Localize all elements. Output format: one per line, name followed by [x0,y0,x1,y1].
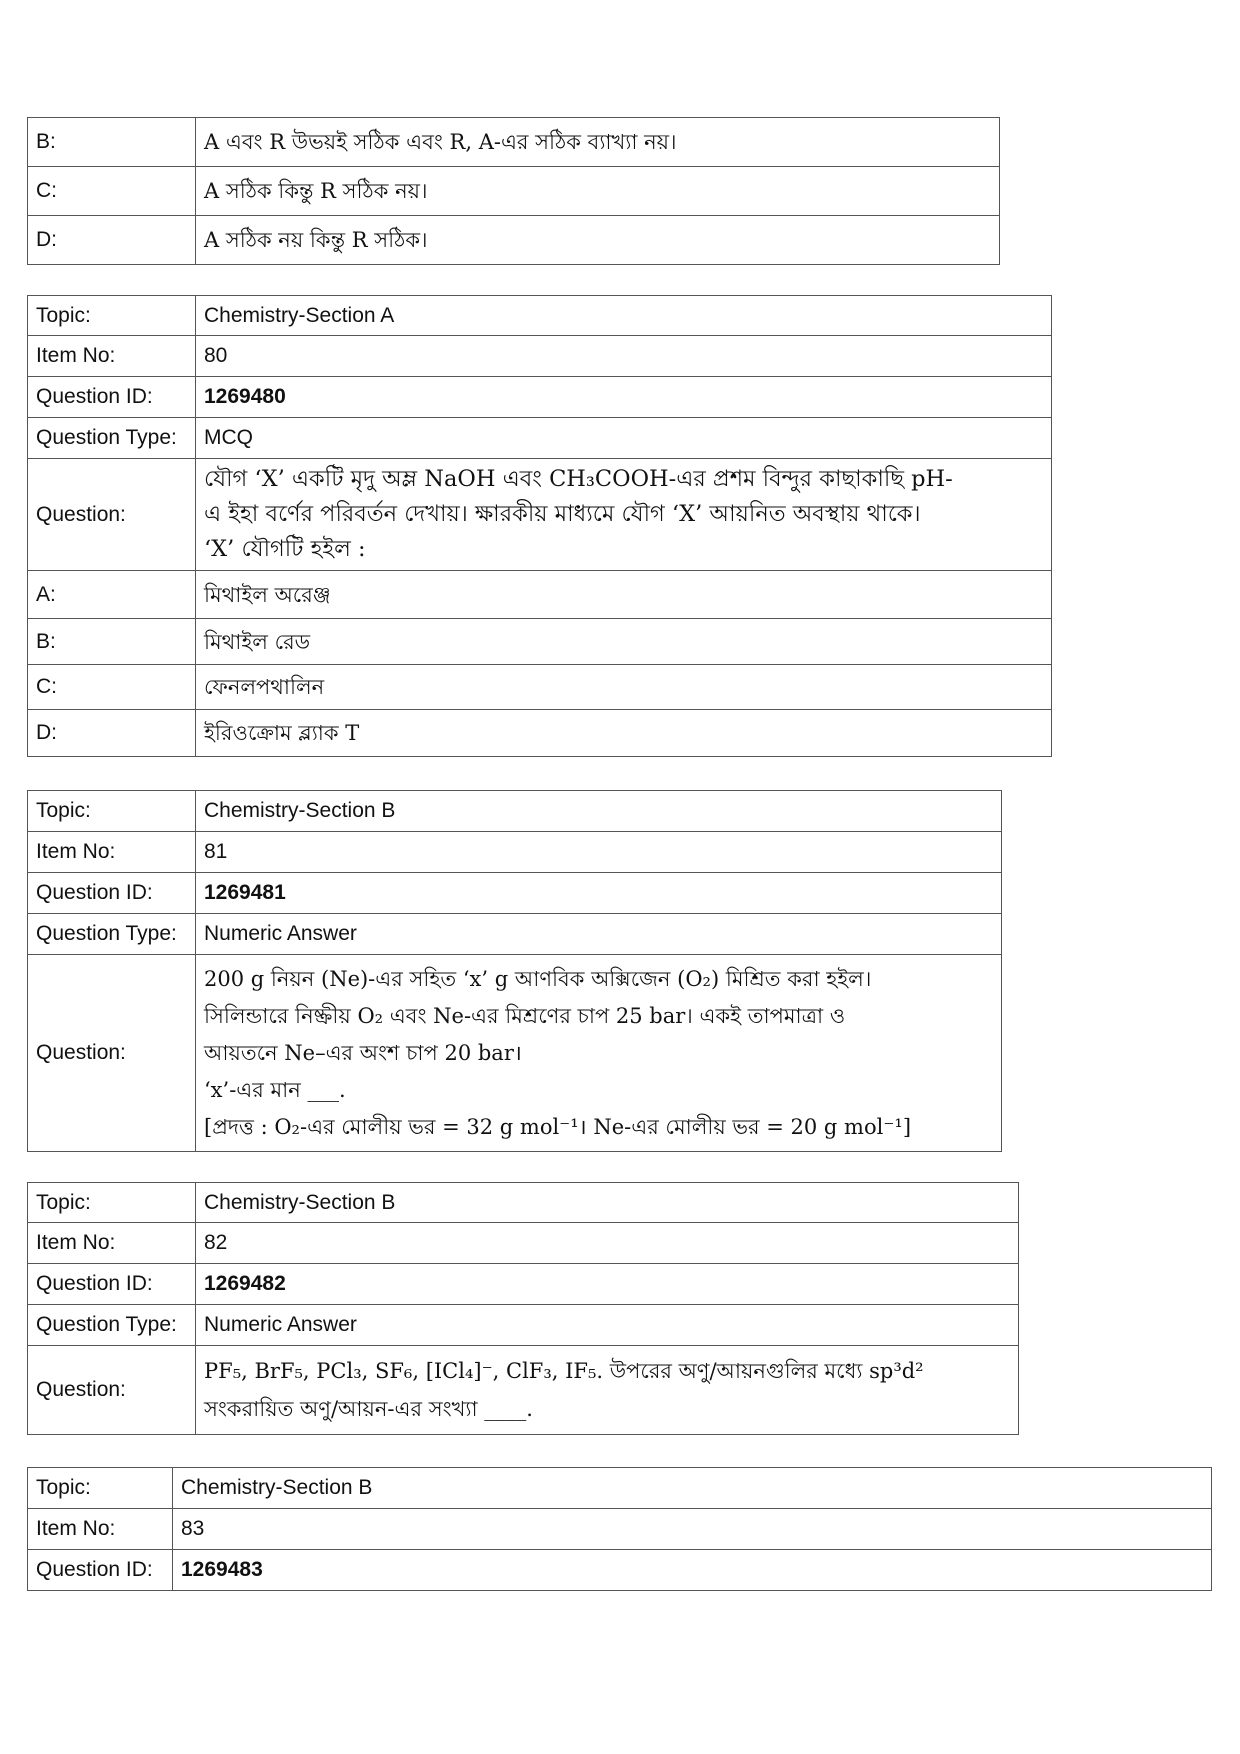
question-id-label: Question ID: [28,873,196,914]
question-type-label: Question Type: [28,1305,196,1346]
option-text-c: A সঠিক কিন্তু R সঠিক নয়। [196,167,1000,216]
question-id-label: Question ID: [28,1264,196,1305]
topic-value: Chemistry-Section B [196,1183,1019,1223]
question-text [196,459,1052,571]
question-table-82 [27,1182,1019,1435]
question-type-label: Question Type: [28,914,196,955]
option-label-c: C: [28,665,196,710]
option-text-d: A সঠিক নয় কিন্তু R সঠিক। [196,216,1000,265]
question-line: [প্রদত্ত : O₂-এর মোলীয় ভর = 32 g mol⁻¹। Ne-এর মোলীয় ভর = 20 g mol⁻¹] [204,1114,912,1139]
topic-value: Chemistry-Section A [196,296,1052,336]
options-table-continued [27,117,1000,265]
question-text [196,1346,1019,1435]
item-no-label: Item No: [28,1509,173,1550]
question-line: আয়তনে Ne–এর অংশ চাপ 20 bar। [204,1040,522,1065]
question-line: ‘x’-এর মান ___. [204,1077,346,1102]
question-line: যৌগ ‘X’ একটি মৃদু অম্ল NaOH এবং CH₃COOH-এর প্রশম বিন্দুর কাছাকাছি pH- [204,466,953,492]
question-type-value: Numeric Answer [196,914,1002,955]
option-text-c: ফেনলপথালিন [196,665,1052,710]
item-no-value: 81 [196,832,1002,873]
question-label: Question: [28,955,196,1152]
topic-label: Topic: [28,791,196,832]
option-text-b: A এবং R উভয়ই সঠিক এবং R, A-এর সঠিক ব্যাখ্যা নয়। [196,118,1000,167]
option-label-b: B: [28,619,196,665]
option-label-c: C: [28,167,196,216]
item-no-label: Item No: [28,336,196,377]
question-type-label: Question Type: [28,418,196,459]
question-table-83 [27,1467,1212,1591]
question-line: 200 g নিয়ন (Ne)-এর সহিত ‘x’ g আণবিক অক্সিজেন (O₂) মিশ্রিত করা হইল। [204,966,872,991]
question-line: সিলিন্ডারে নিষ্ক্রীয় O₂ এবং Ne-এর মিশ্রণের চাপ 25 bar। একই তাপমাত্রা ও [204,1003,846,1028]
question-id-value: 1269482 [196,1264,1019,1305]
question-type-value: MCQ [196,418,1052,459]
topic-label: Topic: [28,1468,173,1509]
option-label-a: A: [28,571,196,619]
question-line: এ ইহা বর্ণের পরিবর্তন দেখায়। ক্ষারকীয় মাধ্যমে যৌগ ‘X’ আয়নিত অবস্থায় থাকে। [204,501,921,527]
option-label-d: D: [28,216,196,265]
question-label: Question: [28,459,196,571]
question-table-81 [27,790,1002,1152]
question-id-value: 1269480 [196,377,1052,418]
option-label-b: B: [28,118,196,167]
question-line: সংকরায়িত অণু/আয়ন-এর সংখ্যা ____. [204,1397,533,1421]
item-no-label: Item No: [28,832,196,873]
question-id-value: 1269481 [196,873,1002,914]
question-line: ‘X’ যৌগটি হইল : [204,536,366,562]
item-no-value: 82 [196,1223,1019,1264]
item-no-value: 80 [196,336,1052,377]
question-text [196,955,1002,1152]
question-id-label: Question ID: [28,1550,173,1591]
topic-label: Topic: [28,296,196,336]
question-id-value: 1269483 [173,1550,1212,1591]
topic-value: Chemistry-Section B [196,791,1002,832]
topic-label: Topic: [28,1183,196,1223]
question-type-value: Numeric Answer [196,1305,1019,1346]
option-text-d: ইরিওক্রোম ব্ল্যাক T [196,710,1052,757]
question-id-label: Question ID: [28,377,196,418]
option-label-d: D: [28,710,196,757]
topic-value: Chemistry-Section B [173,1468,1212,1509]
question-label: Question: [28,1346,196,1435]
question-line: PF₅, BrF₅, PCl₃, SF₆, [ICl₄]⁻, ClF₃, IF₅. উপরের অণু/আয়নগুলির মধ্যে sp³d² [204,1359,924,1383]
item-no-label: Item No: [28,1223,196,1264]
item-no-value: 83 [173,1509,1212,1550]
option-text-b: মিথাইল রেড [196,619,1052,665]
option-text-a: মিথাইল অরেঞ্জ [196,571,1052,619]
question-table-80 [27,295,1052,757]
